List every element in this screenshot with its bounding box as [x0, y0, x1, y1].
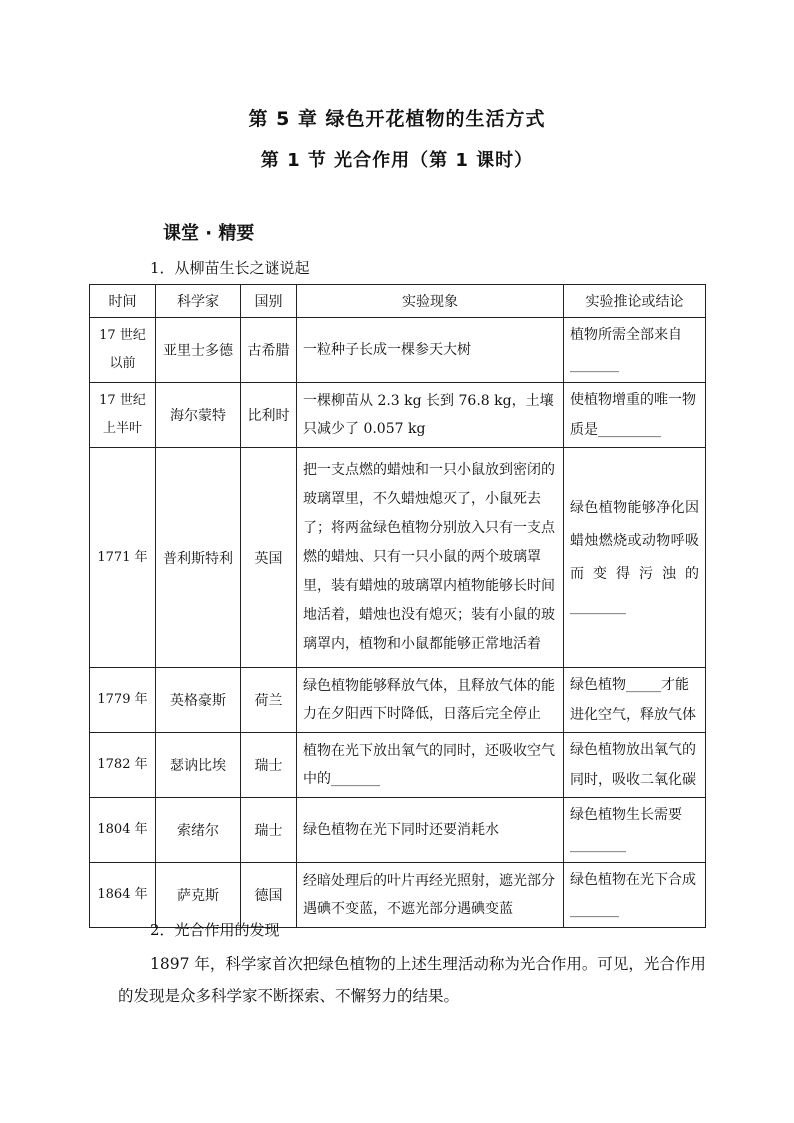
cell-conclusion: 植物所需全部来自_______ [564, 318, 706, 383]
cell-country: 瑞士 [241, 798, 297, 863]
cell-scientist: 瑟讷比埃 [156, 733, 241, 798]
cell-time: 1864 年 [90, 863, 156, 928]
cell-scientist: 亚里士多德 [156, 318, 241, 383]
table-row [90, 863, 706, 928]
cell-country: 荷兰 [241, 668, 297, 733]
cell-conclusion: 绿色植物在光下合成_______ [564, 863, 706, 928]
cell-time: 1779 年 [90, 668, 156, 733]
cell-scientist: 英格豪斯 [156, 668, 241, 733]
header-phenomenon: 实验现象 [297, 285, 564, 318]
header-time: 时间 [90, 285, 156, 318]
chapter-title: 第 5 章 绿色开花植物的生活方式 [248, 108, 546, 130]
cell-country: 古希腊 [241, 318, 297, 383]
cell-country: 瑞士 [241, 733, 297, 798]
list-item-heading-2: 2．光合作用的发现 [150, 921, 280, 939]
table-row [90, 318, 706, 383]
cell-phenomenon: 一粒种子长成一棵参天大树 [297, 318, 564, 383]
table-row [90, 733, 706, 798]
table-row [90, 798, 706, 863]
cell-conclusion: 绿色植物放出氧气的同时，吸收二氧化碳 [564, 733, 706, 798]
cell-phenomenon: 绿色植物在光下同时还要消耗水 [297, 798, 564, 863]
cell-scientist: 索绪尔 [156, 798, 241, 863]
cell-conclusion: 绿色植物_____才能进化空气，释放气体 [564, 668, 706, 733]
cell-country: 德国 [241, 863, 297, 928]
table-row [90, 668, 706, 733]
cell-phenomenon: 把一支点燃的蜡烛和一只小鼠放到密闭的玻璃罩里，不久蜡烛熄灭了，小鼠死去了；将两盆绿色植物分别放入只有一支点燃的蜡烛、只有一只小鼠的两个玻璃罩里，装有蜡烛的玻璃罩内植物能够长时间地活着，蜡烛也没有熄灭；装有小鼠的玻璃罩内，植物和小鼠都能够正常地活着 [297, 448, 564, 668]
cell-conclusion: 使植物增重的唯一物质是_________ [564, 383, 706, 448]
cell-time: 1782 年 [90, 733, 156, 798]
cell-scientist: 普利斯特利 [156, 448, 241, 668]
cell-conclusion: 绿色植物生长需要________ [564, 798, 706, 863]
table-row [90, 383, 706, 448]
section-heading: 课堂 · 精要 [163, 223, 255, 244]
cell-conclusion: 绿色植物能够净化因蜡烛燃烧或动物呼吸而变得污浊的________ [564, 448, 706, 668]
cell-time: 17 世纪上半叶 [90, 383, 156, 448]
cell-time: 1804 年 [90, 798, 156, 863]
cell-phenomenon: 绿色植物能够释放气体，且释放气体的能力在夕阳西下时降低，日落后完全停止 [297, 668, 564, 733]
cell-time: 1771 年 [90, 448, 156, 668]
cell-scientist: 萨克斯 [156, 863, 241, 928]
cell-country: 英国 [241, 448, 297, 668]
table-row [90, 448, 706, 668]
header-conclusion: 实验推论或结论 [564, 285, 706, 318]
header-country: 国别 [241, 285, 297, 318]
list-item-heading-1: 1．从柳苗生长之谜说起 [150, 259, 310, 277]
header-scientist: 科学家 [156, 285, 241, 318]
cell-scientist: 海尔蒙特 [156, 383, 241, 448]
section-title: 第 1 节 光合作用（第 1 课时） [260, 150, 534, 171]
cell-phenomenon: 植物在光下放出氧气的同时，还吸收空气中的_______ [297, 733, 564, 798]
cell-phenomenon: 一棵柳苗从 2.3 kg 长到 76.8 kg，土壤只减少了 0.057 kg [297, 383, 564, 448]
table-header-row [90, 285, 706, 318]
body-paragraph: 1897 年，科学家首次把绿色植物的上述生理活动称为光合作用。可见，光合作用的发现是众多科学家不断探索、不懈努力的结果。 [118, 955, 706, 1005]
cell-time: 17 世纪以前 [90, 318, 156, 383]
cell-phenomenon: 经暗处理后的叶片再经光照射，遮光部分遇碘不变蓝，不遮光部分遇碘变蓝 [297, 863, 564, 928]
cell-country: 比利时 [241, 383, 297, 448]
experiment-table [89, 284, 706, 928]
